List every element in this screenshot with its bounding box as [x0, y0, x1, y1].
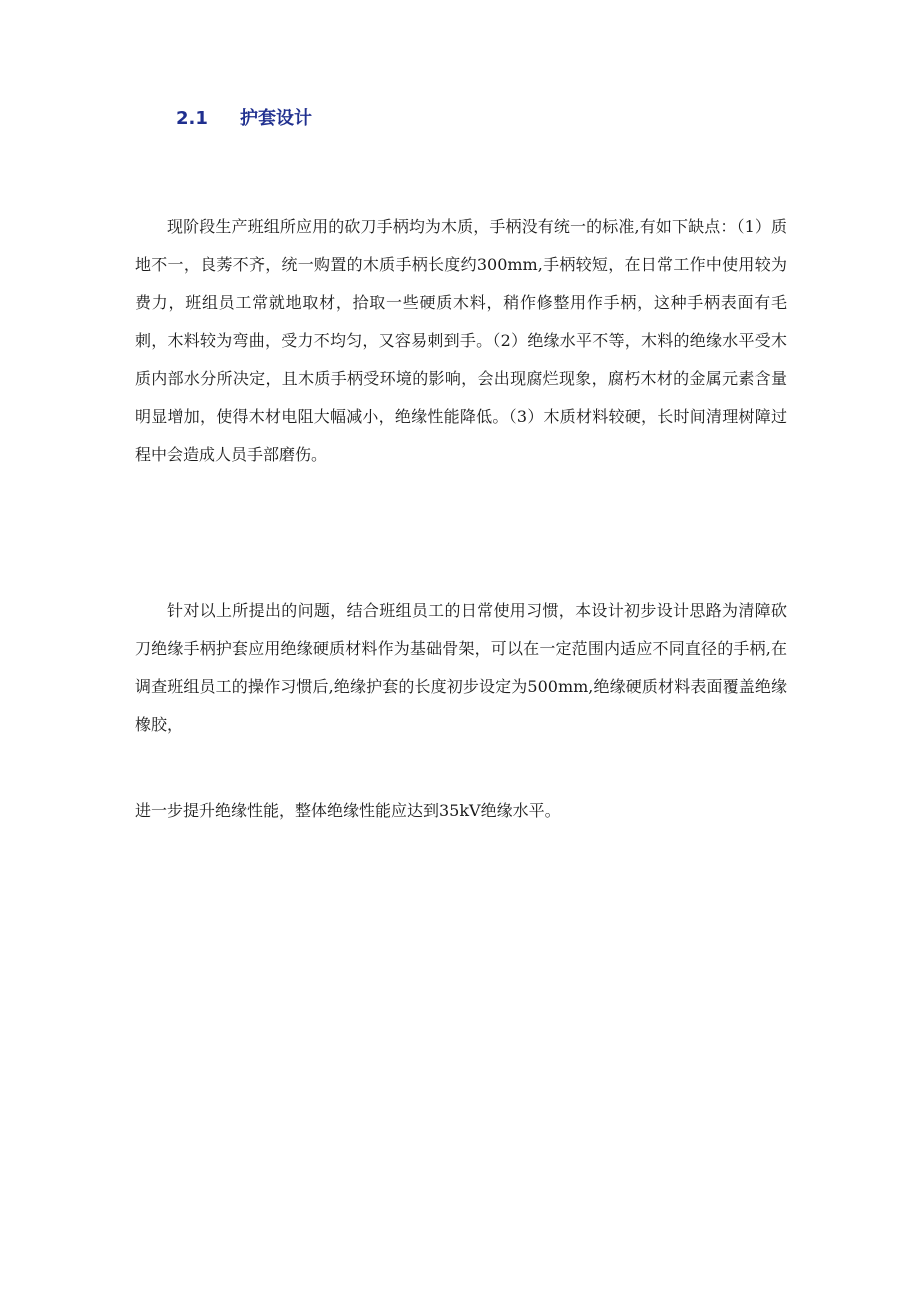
section-number: 2.1: [176, 108, 208, 129]
paragraph-3: 进一步提升绝缘性能，整体绝缘性能应达到35kV绝缘水平。: [135, 801, 561, 820]
paragraph-1: 现阶段生产班组所应用的砍刀手柄均为木质，手柄没有统一的标准,有如下缺点：（1）质地不一，良莠不齐，统一购置的木质手柄长度约300mm,手柄较短，在日常工作中使用较为费力，班组员工常就地取材，拾取一些硬质木料，稍作修整用作手柄，这种手柄表面有毛刺，木料较为弯曲，受力不均匀，又容易刺到手。（2）绝缘水平不等，木料的绝缘水平受木质内部水分所决定，且木质手柄受环境的影响，会出现腐烂现象，腐朽木材的金属元素含量明显增加，使得木材电阻大幅减小，绝缘性能降低。（3）木质材料较硬，长时间清理树障过程中会造成人员手部磨伤。: [135, 217, 787, 464]
paragraph-2: 针对以上所提出的问题，结合班组员工的日常使用习惯，本设计初步设计思路为清障砍刀绝缘手柄护套应用绝缘硬质材料作为基础骨架，可以在一定范围内适应不同直径的手柄,在调查班组员工的操作习惯后,绝缘护套的长度初步设定为500mm,绝缘硬质材料表面覆盖绝缘橡胶，: [135, 601, 787, 734]
section-heading: [176, 104, 312, 134]
section-title: 护套设计: [240, 108, 312, 129]
